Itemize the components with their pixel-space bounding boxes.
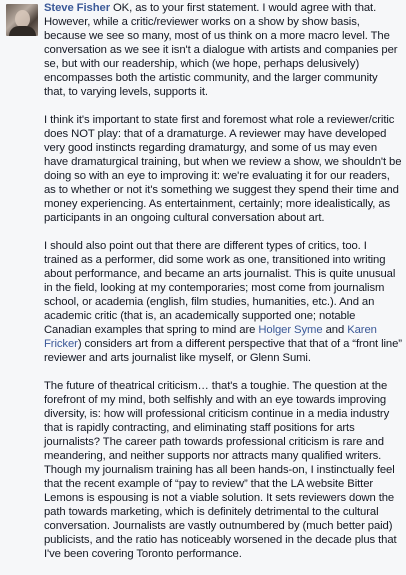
paragraph-3-text-c: ) considers art from a different perspective that that of a “front line” reviewer and arts journalist like myself, or Glenn Sumi. <box>44 338 402 364</box>
comment-paragraph-2 <box>44 113 402 225</box>
paragraph-4-text: The future of theatrical criticism… that's a toughie. The question at the forefront of my mind, both selfishly and with an eye towards improving diversity, is: how will professional criticism continue in a media industry that is rapidly contracting, and eliminating staff positions for arts journalists? The career path towards professional criticism is rare and meandering, and neither supports nor attracts many qualified writers. Though my journalism training has all been hands-on, I instinctually feel that the recent example of “pay to review” that the LA website Bitter Lemons is espousing is not a viable solution. It sets reviewers down the path towards marketing, which is definitely detrimental to the cultural conversation. Journalists are vastly outnumbered by (much better paid) publicists, and the ratio has noticeably worsened in the decade plus that I've been covering Toronto performance. <box>44 380 397 560</box>
paragraph-3-text-a: I should also point out that there are different types of critics, too. I trained as a performer, did some work as one, transitioned into writing about performance, and became an arts journalist. This is quite unusual in the field, looking at my contemporaries; most come from journalism school, or academia (english, film studies, humanities, etc.). And an academic critic (that is, an academically supported one; notable Canadian examples that spring to mind are <box>44 240 396 336</box>
avatar[interactable] <box>6 4 38 36</box>
avatar-shoulders <box>9 26 36 36</box>
comment-body <box>44 1 402 575</box>
paragraph-1-text: OK, as to your first statement. I would agree with that. However, while a critic/reviewer works on a show by show basis, because we see so many, most of us think on a more macro level. The conversation as we see it isn't a dialogue with artists and companies per se, but with our readership, which (we hope, perhaps delusively) encompasses both the artistic community, and the larger community that, to varying levels, supports it. <box>44 2 398 98</box>
paragraph-2-text: I think it's important to state first and foremost what role a reviewer/critic does NOT play: that of a dramaturge. A reviewer may have developed very good instincts regarding dramaturgy, and some of us may even have dramaturgical training, but when we review a show, we shouldn't be doing so with an eye to improving it: we're evaluating it for our readers, as to whether or not it's something we suggest they spend their time and money experiencing. As entertainment, certainly; more idealistically, as participants in an ongoing cultural conversation about art. <box>44 114 402 224</box>
comment-paragraph-3 <box>44 239 402 365</box>
paragraph-3-text-b: and <box>322 324 348 336</box>
holger-syme-link[interactable]: Holger Syme <box>258 324 323 336</box>
comment-paragraph-4 <box>44 379 402 561</box>
author-name-link[interactable]: Steve Fisher <box>44 2 110 14</box>
karen-fricker-link[interactable]: Karen Fricker <box>44 324 377 350</box>
comment-paragraph-1 <box>44 1 402 99</box>
